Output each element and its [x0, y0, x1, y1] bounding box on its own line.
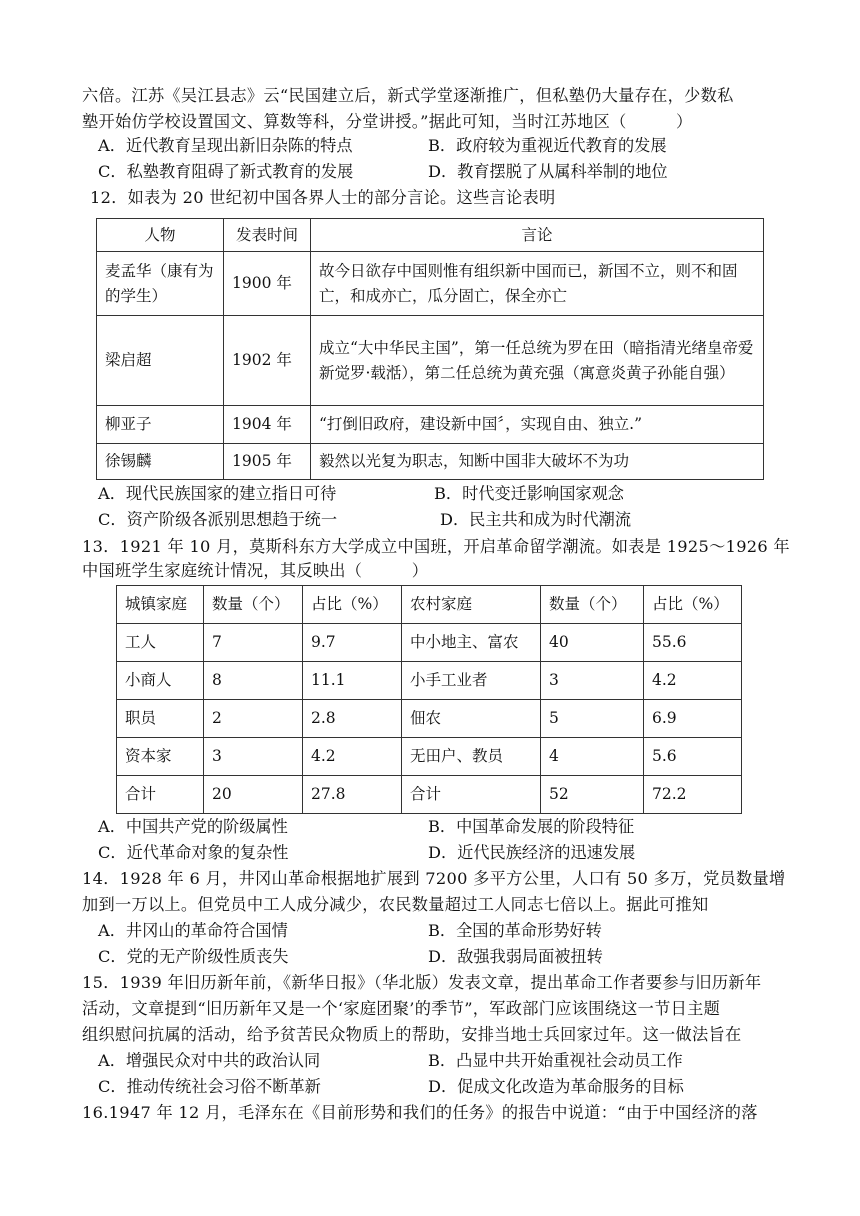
table-cell: 资本家 [117, 738, 204, 776]
table-12 [96, 218, 764, 480]
q15-option-b: B．凸显中共开始重视社会动员工作 [428, 1051, 683, 1070]
table-cell: 52 [541, 776, 644, 814]
q13-option-d: D．近代民族经济的迅速发展 [428, 843, 636, 862]
table-cell: 2 [204, 700, 303, 738]
table-cell: 毅然以光复为职志，知断中国非大破坏不为功 [311, 444, 764, 480]
table-header-row [97, 219, 764, 252]
table-cell: 职员 [117, 700, 204, 738]
table-header: 占比（%） [303, 586, 402, 624]
table-cell: 中小地主、富农 [402, 624, 541, 662]
table-row [97, 406, 764, 444]
table-cell: 20 [204, 776, 303, 814]
table-cell: 1900 年 [224, 252, 311, 316]
table-cell: 合计 [402, 776, 541, 814]
question-16: 16.1947 年 12 月，毛泽东在《目前形势和我们的任务》的报告中说道：“由于中国经济的落 [82, 1103, 758, 1122]
table-row [97, 316, 764, 406]
table-cell: 合计 [117, 776, 204, 814]
table-cell: 4 [541, 738, 644, 776]
text-line: 塾开始仿学校设置国文、算数等科，分堂讲授。”据此可知，当时江苏地区（ ） [82, 112, 693, 131]
q12-option-b: B．时代变迁影响国家观念 [434, 484, 624, 503]
table-header: 城镇家庭 [117, 586, 204, 624]
q11-option-b: B．政府较为重视近代教育的发展 [428, 136, 667, 155]
table-cell: “打倒旧政府，建设新中国〞，实现自由、独立.” [311, 406, 764, 444]
table-cell: 徐锡麟 [97, 444, 224, 480]
table-header: 数量（个） [541, 586, 644, 624]
table-header: 人物 [97, 219, 224, 252]
table-header: 农村家庭 [402, 586, 541, 624]
table-cell: 5 [541, 700, 644, 738]
table-cell: 27.8 [303, 776, 402, 814]
table-cell: 3 [204, 738, 303, 776]
table-cell: 梁启超 [97, 316, 224, 406]
table-header: 言论 [311, 219, 764, 252]
table-cell: 72.2 [644, 776, 742, 814]
q14-option-a: A．井冈山的革命符合国情 [98, 921, 288, 940]
text-line: 加到一万以上。但党员中工人成分减少，农民数量超过工人同志七倍以上。据此可推知 [82, 895, 709, 914]
table-cell: 柳亚子 [97, 406, 224, 444]
table-header: 数量（个） [204, 586, 303, 624]
table-header: 发表时间 [224, 219, 311, 252]
table-row [117, 776, 742, 814]
table-row [117, 662, 742, 700]
question-14: 14．1928 年 6 月，井冈山革命根据地扩展到 7200 多平方公里，人口有 50 多万，党员数量增 [82, 869, 786, 888]
table-cell: 4.2 [303, 738, 402, 776]
table-cell: 成立“大中华民主国”，第一任总统为罗在田（暗指清光绪皇帝爱新觉罗·载湉），第二任总统为黄充强（寓意炎黄子孙能自强） [311, 316, 764, 406]
q11-option-c: C．私塾教育阻碍了新式教育的发展 [98, 162, 354, 181]
question-13: 13．1921 年 10 月，莫斯科东方大学成立中国班，开启革命留学潮流。如表是 1925～1926 年 [82, 537, 790, 556]
q14-option-d: D．敌强我弱局面被扭转 [428, 947, 603, 966]
table-cell: 1902 年 [224, 316, 311, 406]
table-cell: 佃农 [402, 700, 541, 738]
q15-option-a: A．增强民众对中共的政治认同 [98, 1051, 321, 1070]
q13-option-a: A．中国共产党的阶级属性 [98, 817, 288, 836]
q15-option-d: D．促成文化改造为革命服务的目标 [428, 1077, 684, 1096]
table-cell: 55.6 [644, 624, 742, 662]
q13-option-b: B．中国革命发展的阶段特征 [428, 817, 635, 836]
table-cell: 故今日欲存中国则惟有组织新中国而已，新国不立，则不和固亡，和成亦亡，瓜分固亡，保全亦亡 [311, 252, 764, 316]
q14-option-c: C．党的无产阶级性质丧失 [98, 947, 289, 966]
table-cell: 1905 年 [224, 444, 311, 480]
question-15: 15．1939 年旧历新年前，《新华日报》（华北版）发表文章，提出革命工作者要参与旧历新年 [82, 973, 762, 992]
table-row [97, 444, 764, 480]
table-cell: 工人 [117, 624, 204, 662]
q15-option-c: C．推动传统社会习俗不断革新 [98, 1077, 321, 1096]
text-line: 中国班学生家庭统计情况，其反映出（ ） [82, 561, 429, 580]
q13-option-c: C．近代革命对象的复杂性 [98, 843, 289, 862]
table-cell: 麦孟华（康有为的学生） [97, 252, 224, 316]
table-row [97, 252, 764, 316]
q12-option-a: A．现代民族国家的建立指日可待 [98, 484, 337, 503]
question-12: 12．如表为 20 世纪初中国各界人士的部分言论。这些言论表明 [90, 188, 556, 207]
text-line: 活动，文章提到“旧历新年又是一个‘家庭团聚’的季节”，军政部门应该围绕这一节日主题 [82, 999, 721, 1018]
table-cell: 4.2 [644, 662, 742, 700]
table-cell: 11.1 [303, 662, 402, 700]
table-cell: 小手工业者 [402, 662, 541, 700]
table-cell: 1904 年 [224, 406, 311, 444]
q14-option-b: B．全国的革命形势好转 [428, 921, 602, 940]
q11-option-a: A．近代教育呈现出新旧杂陈的特点 [98, 136, 353, 155]
text-line: 组织慰问抗属的活动，给予贫苦民众物质上的帮助，安排当地士兵回家过年。这一做法旨在 [82, 1025, 742, 1044]
table-row [117, 700, 742, 738]
table-header: 占比（%） [644, 586, 742, 624]
table-row [117, 624, 742, 662]
text-line: 六倍。江苏《吴江县志》云“民国建立后，新式学堂逐渐推广，但私塾仍大量存在，少数私 [82, 86, 734, 105]
table-cell: 40 [541, 624, 644, 662]
table-cell: 7 [204, 624, 303, 662]
table-cell: 无田户、教员 [402, 738, 541, 776]
table-cell: 6.9 [644, 700, 742, 738]
table-cell: 小商人 [117, 662, 204, 700]
table-cell: 9.7 [303, 624, 402, 662]
table-cell: 2.8 [303, 700, 402, 738]
q12-option-d: D．民主共和成为时代潮流 [440, 510, 632, 529]
table-cell: 3 [541, 662, 644, 700]
table-13 [116, 585, 742, 814]
q11-option-d: D．教育摆脱了从属科举制的地位 [428, 162, 668, 181]
table-header-row [117, 586, 742, 624]
table-cell: 5.6 [644, 738, 742, 776]
table-cell: 8 [204, 662, 303, 700]
q12-option-c: C．资产阶级各派别思想趋于统一 [98, 510, 338, 529]
table-row [117, 738, 742, 776]
